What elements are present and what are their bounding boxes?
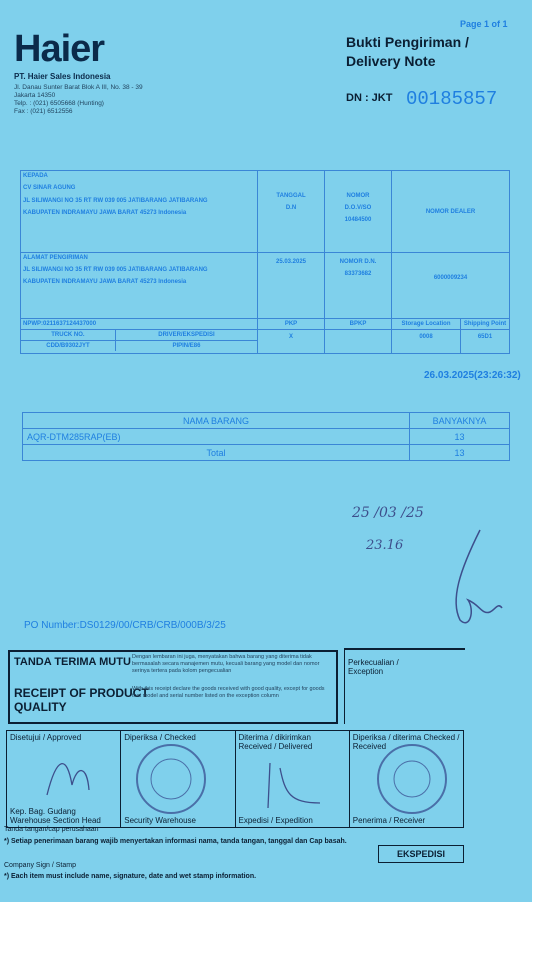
print-timestamp: 26.03.2025(23:26:32) (424, 370, 521, 381)
kepada-name: CV SINAR AGUNG (23, 185, 76, 191)
company-address (14, 84, 143, 116)
shipping-code: 65D1 (477, 334, 493, 340)
nomor-value: 10484500 (344, 217, 372, 223)
alamat-label: ALAMAT PENGIRIMAN (23, 255, 88, 261)
approved-signature (27, 745, 127, 805)
received-signature (250, 753, 340, 813)
footer-note-en: *) Each item must include name, signature, date and wet stamp information. (4, 873, 257, 880)
kepada-address: JL SILIWANGI NO 35 RT RW 039 005 JATIBARANG JATIBARANG (23, 198, 208, 204)
truck-driver-table (21, 330, 257, 351)
address-line: Jakarta 14350 (14, 92, 56, 99)
footer-tanda: Tanda tangan/cap perusahaan (4, 826, 99, 833)
checked-label: Diperiksa / Checked (124, 733, 196, 742)
dn-label (346, 92, 392, 104)
received-delivered-label: Diterima / dikirimkan Received / Delivered (238, 733, 313, 751)
dealer-value-cell (392, 253, 510, 319)
item-qty: 13 (410, 429, 510, 445)
date-cell (258, 253, 325, 319)
col-nama-barang: NAMA BARANG (23, 413, 410, 429)
address-line: Jl. Danau Sunter Barat Blok A III, No. 38 - 39 (14, 84, 143, 91)
handwritten-time: 23.16 (366, 538, 404, 553)
checked-cell (121, 731, 235, 828)
dealer-label: NOMOR DEALER (425, 209, 476, 215)
nomor-dn-value: 83373682 (344, 271, 372, 277)
pkp-mark: X (288, 334, 293, 340)
ekspedisi-box: EKSPEDISI (378, 845, 464, 863)
nomor-cell (325, 171, 392, 253)
receipt-title-line: RECEIPT OF PRODUCT (14, 686, 149, 700)
telephone: Telp. : (021) 6505668 (Hunting) (14, 100, 104, 107)
tanggal-sub: D.N (285, 205, 297, 211)
received-delivered-cell (235, 731, 349, 828)
title-line: Bukti Pengiriman / (346, 34, 469, 50)
exception-label: Perkecualian / Exception (348, 658, 399, 676)
checked-received-cell (349, 731, 463, 828)
truck-label: TRUCK NO. (21, 330, 115, 341)
npwp-cell: NPWP:0211637124437000 (21, 319, 258, 330)
nomor-dn-label: NOMOR D.N. (339, 259, 377, 265)
kepada-cell (21, 171, 258, 253)
receiver-stamp-icon (372, 739, 452, 819)
driver-value: PIPIN/E86 (172, 343, 201, 349)
security-label: Security Warehouse (124, 816, 196, 825)
total-label: Total (23, 445, 410, 461)
kep-bag-line: Warehouse Section Head (10, 816, 101, 825)
shipping-value (461, 330, 510, 354)
dealer-value: 6000009234 (433, 275, 468, 281)
bpkp-label: BPKP (325, 319, 392, 330)
po-number: PO Number:DS0129/00/CRB/CRB/000B/3/25 (24, 620, 226, 631)
expedisi-label: Expedisi / Expedition (238, 816, 313, 825)
kep-bag-line: Kep. Bag. Gudang (10, 807, 76, 816)
alamat-address: KABUPATEN INDRAMAYU JAWA BARAT 45273 Indonesia (23, 279, 187, 285)
total-row (23, 445, 510, 461)
pkp-label: PKP (258, 319, 325, 330)
receipt-quality-title (14, 686, 149, 714)
penerima-label: Penerima / Receiver (352, 816, 426, 825)
kepada-label: KEPADA (23, 173, 48, 179)
receipt-title-line: QUALITY (14, 700, 67, 714)
dealer-cell (392, 171, 510, 253)
tanda-terima-title: TANDA TERIMA MUTU (14, 656, 131, 668)
checked-received-label: Diperiksa / diterima Checked / Received (352, 733, 460, 751)
stamp-circle-icon (131, 739, 211, 819)
title-line: Delivery Note (346, 53, 436, 69)
truck-value: CDD/B9302JYT (21, 341, 115, 352)
date-value: 25.03.2025 (275, 259, 307, 265)
company-name: PT. Haier Sales Indonesia (14, 72, 111, 81)
receipt-quality-text: With this receipt declare the goods received with good quality, except for goods that model and serial number listed on the exception column (132, 686, 325, 699)
approved-label: Disetujui / Approved (10, 733, 82, 742)
bpkp-value (325, 330, 392, 354)
storage-label: Storage Location (392, 319, 461, 330)
header-table (20, 170, 510, 354)
driver-label: DRIVER/EKSPEDISI (115, 330, 257, 341)
total-qty: 13 (410, 445, 510, 461)
nomor-sub: D.O.V/SO (344, 205, 372, 211)
nomor-dn-cell (325, 253, 392, 319)
receipt-box (8, 650, 338, 724)
haier-logo: Haier (14, 28, 105, 70)
alamat-cell (21, 253, 258, 319)
col-banyaknya: BANYAKNYA (410, 413, 510, 429)
page-indicator: Page 1 of 1 (460, 19, 508, 29)
document-title (346, 33, 469, 71)
footer-note-id: *) Setiap penerimaan barang wajib menyertakan informasi nama, tanda tangan, tanggal dan Cap basah. (4, 838, 347, 845)
item-name: AQR-DTM285RAP(EB) (23, 429, 410, 445)
truck-driver-cell (21, 330, 258, 354)
signature-table (6, 730, 464, 828)
tanda-terima-text: Dengan lembaran ini juga, menyatakan bahwa barang yang diterima tidak bermasalah secara manajemen mutu, kecuali barang yang model dan nomor serinya tertera pada kolom pengecualian (132, 654, 320, 674)
pkp-value (258, 330, 325, 354)
handwritten-signature (420, 520, 510, 640)
shipping-label: Shipping Point (461, 319, 510, 330)
footer-company-sign: Company Sign / Stamp (4, 862, 76, 869)
approved-cell (7, 731, 121, 828)
table-row (23, 429, 510, 445)
handwritten-date: 25 /03 /25 (352, 505, 424, 521)
items-table (22, 412, 510, 461)
dn-number: 00185857 (406, 88, 498, 110)
tanggal-label: TANGGAL (276, 193, 306, 199)
exception-box (344, 648, 465, 724)
kep-bag-label (10, 807, 101, 825)
alamat-address: JL SILIWANGI NO 35 RT RW 039 005 JATIBARANG JATIBARANG (23, 267, 208, 273)
dn-label-text: DN : JKT (346, 92, 393, 104)
nomor-label: NOMOR (346, 193, 370, 199)
storage-code: 0008 (419, 334, 433, 340)
tanggal-cell (258, 171, 325, 253)
storage-value (392, 330, 461, 354)
fax: Fax : (021) 6512556 (14, 108, 73, 115)
kepada-address: KABUPATEN INDRAMAYU JAWA BARAT 45273 Indonesia (23, 210, 187, 216)
